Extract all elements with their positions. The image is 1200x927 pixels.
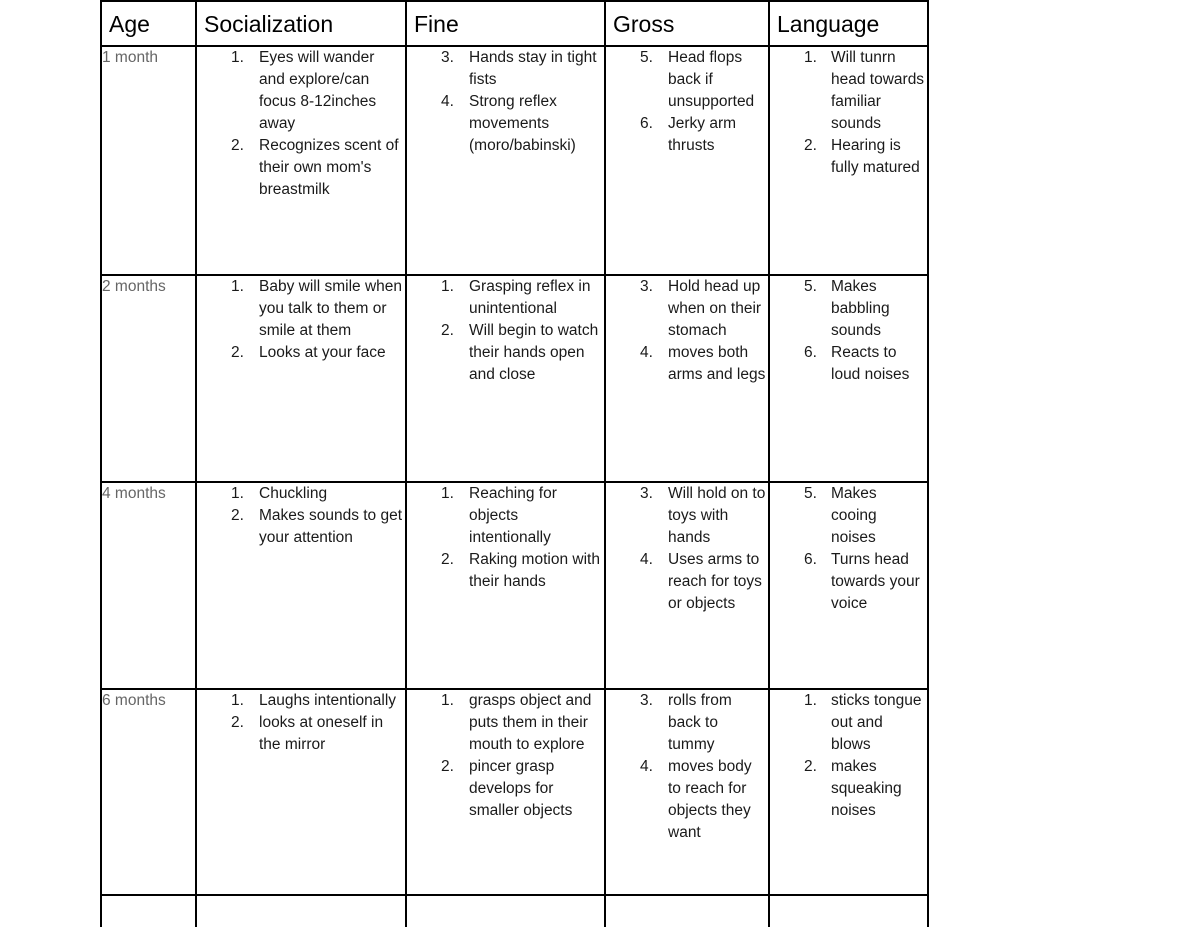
list-item-number: 1. <box>441 692 454 709</box>
list-item-text: Looks at your face <box>259 344 386 361</box>
list-item-number: 3. <box>640 692 653 709</box>
empty-cell <box>769 895 928 927</box>
list-item <box>606 756 768 844</box>
table-row <box>101 275 928 482</box>
milestone-list <box>197 47 405 201</box>
list-item <box>606 483 768 549</box>
list-item <box>770 483 927 549</box>
list-item-text: pincer grasp develops for smaller objects <box>469 758 573 819</box>
header-language: Language <box>769 1 928 46</box>
milestone-list <box>606 47 768 157</box>
socialization-cell <box>196 46 406 275</box>
list-item-text: Raking motion with their hands <box>469 551 600 590</box>
list-item-number: 1. <box>231 485 244 502</box>
list-item <box>197 483 405 505</box>
table-header-row <box>101 1 928 46</box>
list-item <box>197 342 405 364</box>
header-gross: Gross <box>605 1 769 46</box>
list-item <box>197 505 405 549</box>
milestone-list <box>606 276 768 386</box>
list-item <box>197 712 405 756</box>
socialization-cell <box>196 482 406 689</box>
list-item <box>770 47 927 135</box>
milestone-list <box>407 690 604 822</box>
list-item <box>197 47 405 135</box>
list-item-text: Turns head towards your voice <box>831 551 920 612</box>
list-item-number: 6. <box>640 115 653 132</box>
list-item-number: 5. <box>804 278 817 295</box>
list-item-text: Will begin to watch their hands open and close <box>469 322 599 383</box>
header-socialization: Socialization <box>196 1 406 46</box>
list-item-text: Laughs intentionally <box>259 692 397 709</box>
fine-cell <box>406 482 605 689</box>
list-item-number: 5. <box>804 485 817 502</box>
milestones-table <box>100 0 929 927</box>
milestone-list <box>197 276 405 364</box>
milestone-list <box>197 690 405 756</box>
list-item <box>197 690 405 712</box>
list-item-text: Reacts to loud noises <box>831 344 910 383</box>
list-item-text: moves both arms and legs <box>668 344 766 383</box>
age-cell: 4 months <box>101 482 196 689</box>
milestone-list <box>197 483 405 549</box>
header-age: Age <box>101 1 196 46</box>
list-item-number: 1. <box>441 485 454 502</box>
list-item-text: Uses arms to reach for toys or objects <box>668 551 762 612</box>
milestone-list <box>407 276 604 386</box>
list-item-text: rolls from back to tummy <box>668 692 732 753</box>
list-item-number: 4. <box>640 344 653 361</box>
language-cell <box>769 482 928 689</box>
list-item <box>606 276 768 342</box>
table-row <box>101 46 928 275</box>
list-item <box>407 756 604 822</box>
fine-cell <box>406 46 605 275</box>
list-item-number: 2. <box>231 507 244 524</box>
list-item-text: Baby will smile when you talk to them or smile at them <box>259 278 402 339</box>
gross-cell <box>605 689 769 895</box>
list-item-number: 1. <box>804 49 817 66</box>
list-item-text: grasps object and puts them in their mouth to explore <box>469 692 592 753</box>
list-item-number: 3. <box>441 49 454 66</box>
list-item <box>606 113 768 157</box>
list-item <box>770 135 927 179</box>
list-item-number: 6. <box>804 551 817 568</box>
list-item-text: Makes sounds to get your attention <box>259 507 403 546</box>
list-item-text: Will tunrn head towards familiar sounds <box>831 49 925 132</box>
socialization-cell <box>196 689 406 895</box>
age-cell: 6 months <box>101 689 196 895</box>
list-item-text: Jerky arm thrusts <box>668 115 737 154</box>
list-item <box>606 47 768 113</box>
list-item-text: Reaching for objects intentionally <box>469 485 557 546</box>
list-item-number: 5. <box>640 49 653 66</box>
gross-cell <box>605 482 769 689</box>
list-item-number: 2. <box>231 344 244 361</box>
socialization-cell <box>196 275 406 482</box>
list-item-text: Eyes will wander and explore/can focus 8-12inches away <box>259 49 377 132</box>
list-item <box>770 342 927 386</box>
list-item-number: 3. <box>640 278 653 295</box>
list-item-number: 1. <box>804 692 817 709</box>
list-item-number: 4. <box>640 758 653 775</box>
list-item <box>770 276 927 342</box>
list-item-number: 1. <box>231 278 244 295</box>
milestone-list <box>407 47 604 157</box>
list-item-text: Makes babbling sounds <box>831 278 890 339</box>
milestone-list <box>770 690 927 822</box>
list-item <box>770 549 927 615</box>
age-cell: 1 month <box>101 46 196 275</box>
list-item <box>770 756 927 822</box>
milestone-list <box>770 483 927 615</box>
list-item-text: Hands stay in tight fists <box>469 49 597 88</box>
empty-cell <box>406 895 605 927</box>
empty-cell <box>605 895 769 927</box>
list-item-number: 1. <box>231 49 244 66</box>
list-item-text: sticks tongue out and blows <box>831 692 922 753</box>
milestone-list <box>606 483 768 615</box>
list-item-number: 2. <box>231 137 244 154</box>
gross-cell <box>605 46 769 275</box>
list-item-number: 2. <box>441 758 454 775</box>
list-item-text: Head flops back if unsupported <box>668 49 755 110</box>
list-item-number: 2. <box>441 322 454 339</box>
list-item-text: makes squeaking noises <box>831 758 902 819</box>
fine-cell <box>406 275 605 482</box>
list-item-number: 2. <box>441 551 454 568</box>
fine-cell <box>406 689 605 895</box>
list-item <box>197 276 405 342</box>
language-cell <box>769 689 928 895</box>
table-row <box>101 482 928 689</box>
list-item-number: 2. <box>804 137 817 154</box>
milestone-list <box>770 47 927 179</box>
list-item-text: Chuckling <box>259 485 328 502</box>
list-item <box>407 276 604 320</box>
list-item-text: Will hold on to toys with hands <box>668 485 766 546</box>
table-row-partial <box>101 895 928 927</box>
list-item-text: Strong reflex movements (moro/babinski) <box>469 93 576 154</box>
list-item <box>606 549 768 615</box>
list-item <box>197 135 405 201</box>
list-item-number: 1. <box>441 278 454 295</box>
list-item-number: 4. <box>441 93 454 110</box>
list-item <box>407 549 604 593</box>
milestone-list <box>606 690 768 844</box>
list-item <box>606 342 768 386</box>
list-item <box>407 47 604 91</box>
list-item <box>606 690 768 756</box>
header-fine: Fine <box>406 1 605 46</box>
list-item-number: 4. <box>640 551 653 568</box>
language-cell <box>769 46 928 275</box>
milestone-list <box>407 483 604 593</box>
list-item <box>407 320 604 386</box>
list-item <box>770 690 927 756</box>
table-row <box>101 689 928 895</box>
list-item-text: Makes cooing noises <box>831 485 877 546</box>
list-item-text: Recognizes scent of their own mom's breastmilk <box>259 137 399 198</box>
gross-cell <box>605 275 769 482</box>
age-cell: 2 months <box>101 275 196 482</box>
milestone-list <box>770 276 927 386</box>
list-item-text: Hold head up when on their stomach <box>668 278 762 339</box>
empty-cell <box>196 895 406 927</box>
list-item-number: 2. <box>231 714 244 731</box>
list-item-text: moves body to reach for objects they want <box>668 758 752 841</box>
list-item-text: Grasping reflex in unintentional <box>469 278 591 317</box>
list-item-number: 6. <box>804 344 817 361</box>
list-item-number: 2. <box>804 758 817 775</box>
list-item <box>407 91 604 157</box>
list-item-number: 1. <box>231 692 244 709</box>
list-item-number: 3. <box>640 485 653 502</box>
list-item <box>407 690 604 756</box>
list-item-text: Hearing is fully matured <box>831 137 920 176</box>
list-item <box>407 483 604 549</box>
language-cell <box>769 275 928 482</box>
list-item-text: looks at oneself in the mirror <box>259 714 384 753</box>
empty-cell <box>101 895 196 927</box>
